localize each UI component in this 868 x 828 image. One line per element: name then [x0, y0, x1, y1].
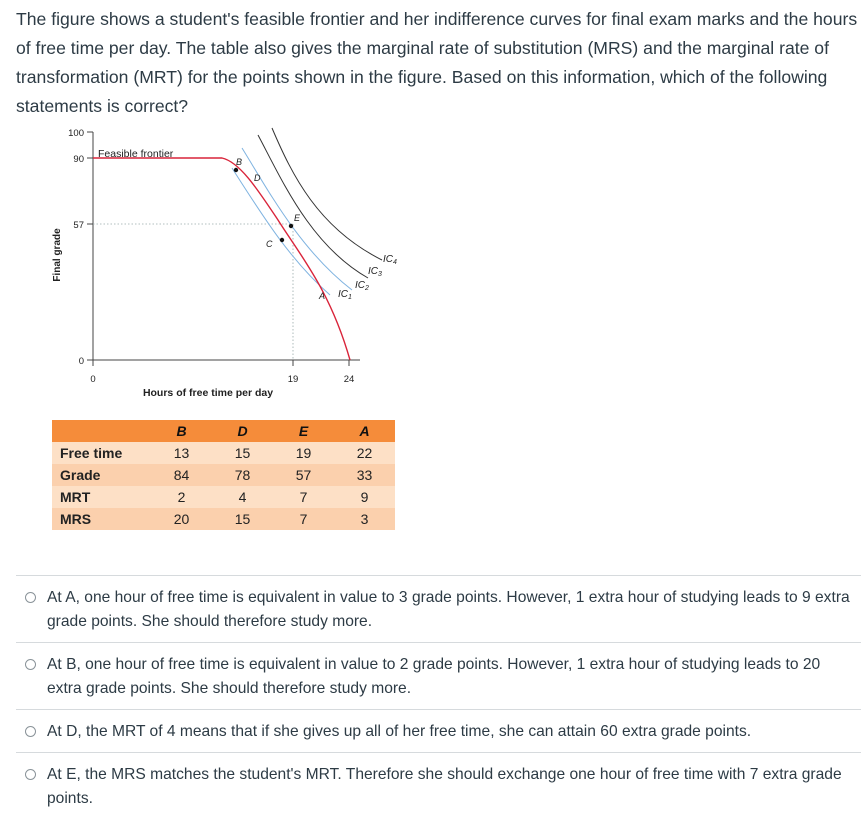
table-cell: 15	[212, 442, 273, 464]
frontier-label: Feasible frontier	[98, 148, 174, 160]
table-cell: 7	[273, 486, 334, 508]
point-b	[234, 168, 238, 172]
ic4-label	[383, 254, 397, 266]
table-row	[52, 442, 395, 464]
table-cell: 2	[151, 486, 212, 508]
x-axis-label: Hours of free time per day	[142, 387, 274, 399]
table-cell: 7	[273, 508, 334, 530]
point-label-c: C	[266, 239, 273, 249]
row-label: MRS	[52, 508, 151, 530]
ic2-label	[355, 280, 369, 292]
point-e	[289, 224, 293, 228]
svg-text:IC2: $IC_2$	[355, 280, 369, 292]
option-text: At A, one hour of free time is equivalent in value to 3 grade points. However, 1 extra hour of studying leads to 9 extra grade points. She should therefore study more.	[47, 589, 850, 630]
table-cell: 57	[273, 464, 334, 486]
row-label: Free time	[52, 442, 151, 464]
option-text: At B, one hour of free time is equivalent in value to 2 grade points. However, 1 extra hour of studying leads to 20 extra grade points. She should therefore study more.	[47, 656, 821, 697]
table-row	[52, 464, 395, 486]
x-tick-24: 24	[343, 374, 355, 385]
table-cell: 3	[334, 508, 395, 530]
y-tick-90: 90	[73, 154, 84, 165]
table-row	[52, 508, 395, 530]
row-label: Grade	[52, 464, 151, 486]
table-cell: 13	[151, 442, 212, 464]
table-cell: 20	[151, 508, 212, 530]
svg-text:IC4: $IC_4$	[383, 254, 397, 266]
question-text: The figure shows a student's feasible frontier and her indifference curves for final exam marks and the hours of free time per day. The table also gives the marginal rate of substitution (MRS) and the marginal rate of transformation (MRT) for the points shown in the figure. Based on this information, which of the following statements is correct?	[16, 9, 858, 116]
row-label: MRT	[52, 486, 151, 508]
header-e: E	[273, 420, 334, 442]
answer-option-b[interactable]	[16, 642, 861, 709]
answer-option-e[interactable]	[16, 752, 861, 819]
table-cell: 15	[212, 508, 273, 530]
y-tick-0: 0	[78, 356, 84, 367]
point-label-e: E	[294, 213, 301, 223]
radio-button[interactable]	[25, 659, 36, 670]
header-b: B	[151, 420, 212, 442]
y-tick-57: 57	[73, 220, 84, 231]
answer-option-d[interactable]	[16, 709, 861, 752]
answer-option-a[interactable]	[16, 575, 861, 642]
header-a: A	[334, 420, 395, 442]
table-header-row	[52, 420, 395, 442]
frontier-curve	[93, 158, 350, 360]
table-row	[52, 486, 395, 508]
point-c	[280, 238, 284, 242]
answer-options	[16, 575, 861, 819]
table-cell: 19	[273, 442, 334, 464]
ic3-curve	[258, 135, 368, 278]
table-cell: 9	[334, 486, 395, 508]
radio-button[interactable]	[25, 592, 36, 603]
radio-button[interactable]	[25, 726, 36, 737]
x-tick-0: 0	[90, 374, 96, 385]
table-cell: 84	[151, 464, 212, 486]
svg-text:IC3: $IC_3$	[368, 266, 382, 278]
y-axis-label: Final grade	[52, 228, 63, 282]
header-d: D	[212, 420, 273, 442]
ic4-curve	[272, 128, 382, 260]
y-tick-100: 100	[68, 128, 84, 139]
mrs-mrt-table	[52, 420, 395, 530]
point-label-d: D	[254, 173, 261, 183]
svg-text:IC1: $IC_1$	[338, 289, 352, 301]
table-corner	[52, 420, 151, 442]
option-text: At E, the MRS matches the student's MRT. Therefore she should exchange one hour of free time with 7 extra grade points.	[47, 766, 842, 807]
x-tick-19: 19	[287, 374, 299, 385]
table-cell: 4	[212, 486, 273, 508]
table-cell: 33	[334, 464, 395, 486]
ic1-label	[338, 289, 352, 301]
option-text: At D, the MRT of 4 means that if she gives up all of her free time, she can attain 60 extra grade points.	[47, 723, 752, 740]
point-label-b: B	[236, 157, 243, 167]
table-cell: 78	[212, 464, 273, 486]
point-label-a: A	[319, 291, 326, 301]
ic3-label	[368, 266, 382, 278]
radio-button[interactable]	[25, 769, 36, 780]
table-cell: 22	[334, 442, 395, 464]
